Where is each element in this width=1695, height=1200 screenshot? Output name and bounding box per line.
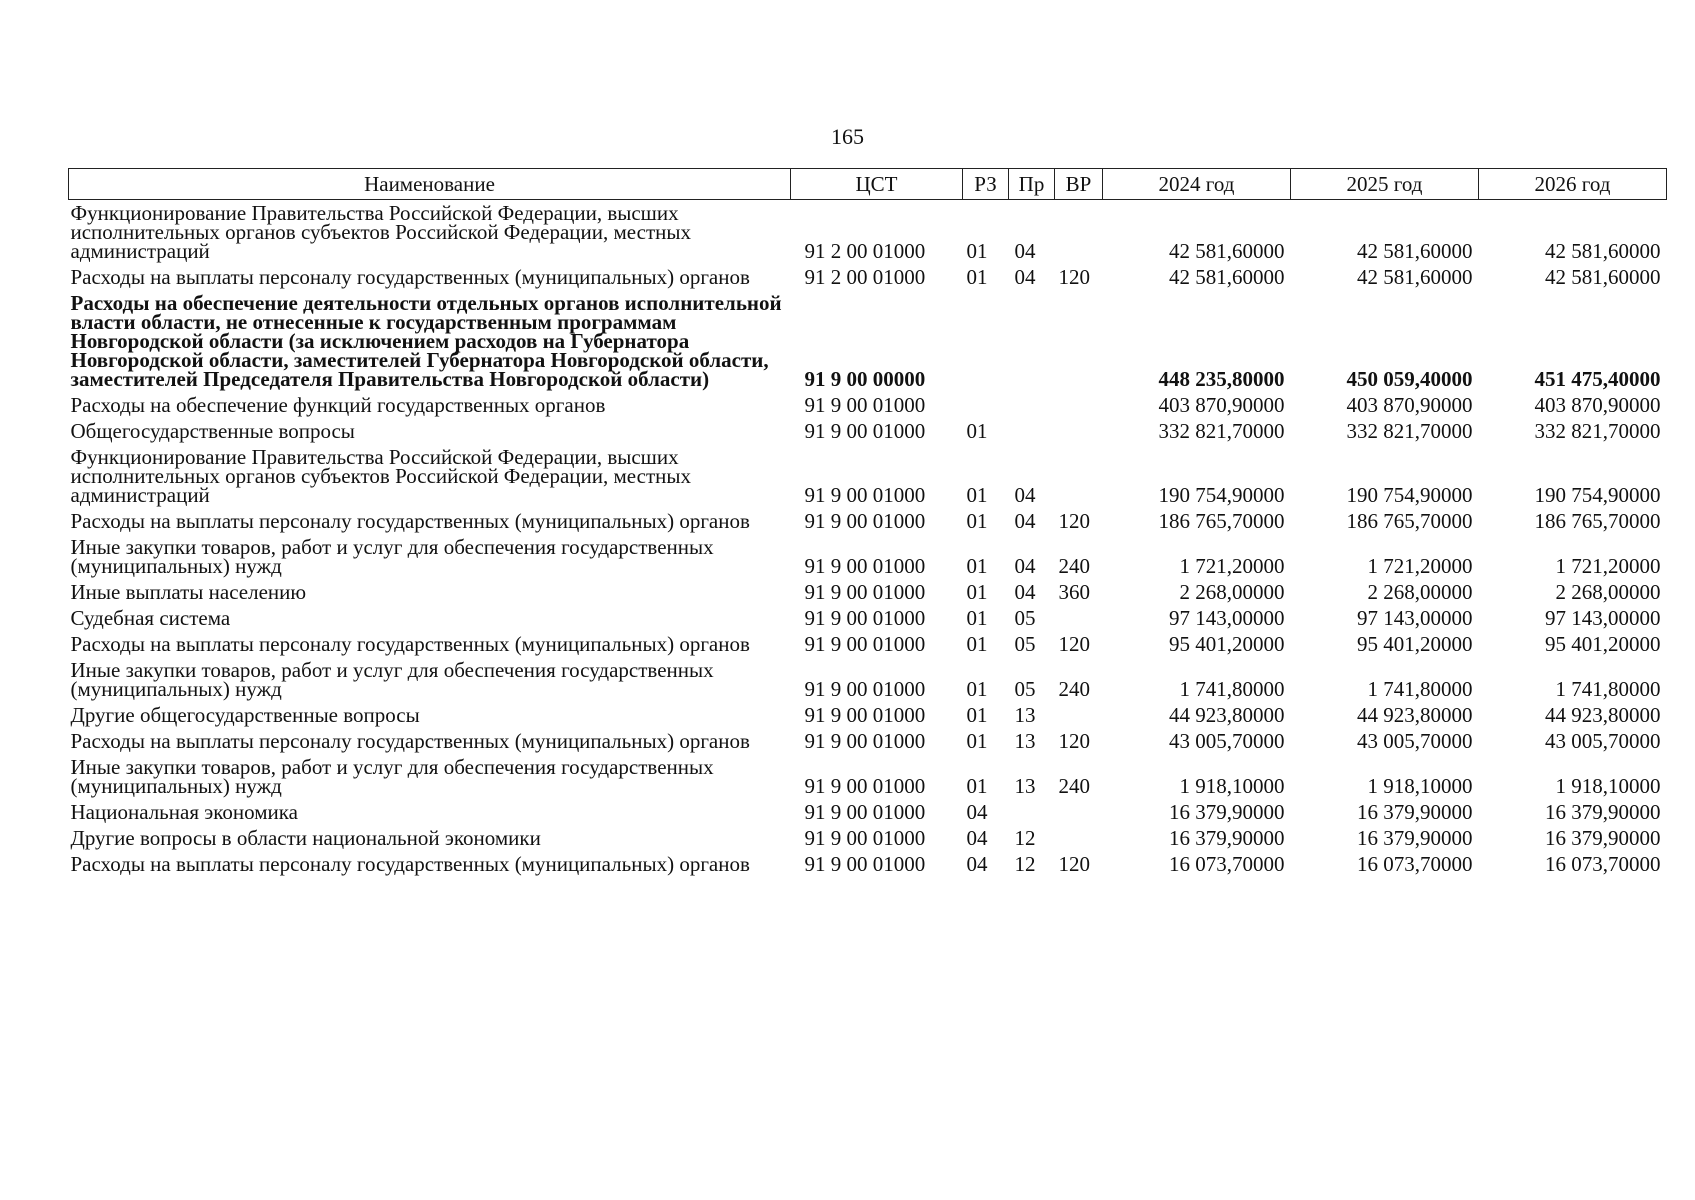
cell-2026: 95 401,20000 xyxy=(1545,632,1661,656)
cell-rz: 01 xyxy=(966,606,988,630)
header-rz: РЗ xyxy=(963,169,1009,200)
cell-2024: 16 379,90000 xyxy=(1169,826,1285,850)
cell-name: Иные закупки товаров, работ и услуг для обеспечения государственных (муниципальных) нужд xyxy=(70,755,714,798)
cell-name: Судебная система xyxy=(70,606,231,630)
cell-2025: 95 401,20000 xyxy=(1357,632,1473,656)
table-row xyxy=(69,728,1667,754)
cell-pr: 13 xyxy=(1014,703,1036,727)
cell-2025: 190 754,90000 xyxy=(1346,483,1473,507)
cell-2024: 2 268,00000 xyxy=(1179,580,1285,604)
cell-2026: 44 923,80000 xyxy=(1545,703,1661,727)
cell-rz: 01 xyxy=(966,239,988,263)
cell-vr: 120 xyxy=(1058,852,1090,876)
cell-pr: 04 xyxy=(1014,483,1036,507)
cell-pr xyxy=(1009,290,1055,392)
cell-cst: 91 2 00 01000 xyxy=(804,265,926,289)
cell-pr: 12 xyxy=(1014,852,1036,876)
cell-2024: 1 721,20000 xyxy=(1179,554,1285,578)
cell-rz: 01 xyxy=(966,703,988,727)
cell-name: Расходы на обеспечение деятельности отдельных органов исполнительной власти области, не отнесенные к государственным программам Новгородской области (за исключением расходов на Губернатора Новгородской области, заместителей Губернатора Новгородской области, заместителей Председателя Правительства Новгородской области) xyxy=(70,291,782,391)
cell-vr xyxy=(1055,200,1103,265)
cell-2025: 43 005,70000 xyxy=(1357,729,1473,753)
cell-name: Расходы на выплаты персоналу государственных (муниципальных) органов xyxy=(70,632,750,656)
cell-2026: 186 765,70000 xyxy=(1534,509,1661,533)
cell-2026: 332 821,70000 xyxy=(1534,419,1661,443)
cell-cst: 91 9 00 01000 xyxy=(804,483,926,507)
cell-2026: 16 379,90000 xyxy=(1545,826,1661,850)
cell-pr: 04 xyxy=(1014,239,1036,263)
cell-cst: 91 9 00 01000 xyxy=(804,729,926,753)
cell-rz: 01 xyxy=(966,580,988,604)
cell-2025: 42 581,60000 xyxy=(1357,265,1473,289)
cell-cst: 91 9 00 01000 xyxy=(804,580,926,604)
cell-rz: 01 xyxy=(966,774,988,798)
cell-rz: 01 xyxy=(966,265,988,289)
cell-rz: 01 xyxy=(966,729,988,753)
cell-pr xyxy=(1009,392,1055,418)
cell-2024: 186 765,70000 xyxy=(1158,509,1285,533)
cell-name: Общегосударственные вопросы xyxy=(70,419,355,443)
cell-2024: 448 235,80000 xyxy=(1158,367,1285,391)
cell-2025: 97 143,00000 xyxy=(1357,606,1473,630)
cell-2026: 16 379,90000 xyxy=(1545,800,1661,824)
cell-rz: 04 xyxy=(966,826,988,850)
cell-rz: 04 xyxy=(966,800,988,824)
cell-2024: 95 401,20000 xyxy=(1169,632,1285,656)
cell-vr: 120 xyxy=(1058,632,1090,656)
header-2025: 2025 год xyxy=(1291,169,1479,200)
cell-cst: 91 9 00 01000 xyxy=(804,703,926,727)
cell-vr xyxy=(1055,290,1103,392)
cell-name: Расходы на выплаты персоналу государственных (муниципальных) органов xyxy=(70,509,750,533)
table-row xyxy=(69,754,1667,799)
cell-name: Функционирование Правительства Российской Федерации, высших исполнительных органов субъектов Российской Федерации, местных администраций xyxy=(70,201,691,263)
table-row xyxy=(69,534,1667,579)
header-2024: 2024 год xyxy=(1103,169,1291,200)
cell-2024: 97 143,00000 xyxy=(1169,606,1285,630)
cell-rz xyxy=(963,392,1009,418)
cell-2025: 44 923,80000 xyxy=(1357,703,1473,727)
cell-vr xyxy=(1055,799,1103,825)
cell-2026: 1 721,20000 xyxy=(1555,554,1661,578)
cell-name: Иные закупки товаров, работ и услуг для обеспечения государственных (муниципальных) нужд xyxy=(70,658,714,701)
table-row xyxy=(69,290,1667,392)
cell-rz: 01 xyxy=(966,419,988,443)
cell-name: Национальная экономика xyxy=(70,800,298,824)
header-row xyxy=(69,169,1667,200)
cell-2026: 1 918,10000 xyxy=(1555,774,1661,798)
table-row xyxy=(69,200,1667,265)
cell-cst: 91 9 00 01000 xyxy=(804,509,926,533)
cell-2026: 97 143,00000 xyxy=(1545,606,1661,630)
cell-cst: 91 2 00 01000 xyxy=(804,239,926,263)
cell-2024: 42 581,60000 xyxy=(1169,265,1285,289)
cell-vr xyxy=(1055,418,1103,444)
table-row xyxy=(69,508,1667,534)
cell-vr: 240 xyxy=(1058,677,1090,701)
budget-table-container xyxy=(68,168,1666,877)
cell-pr: 13 xyxy=(1014,729,1036,753)
cell-pr: 05 xyxy=(1014,632,1036,656)
cell-2024: 1 918,10000 xyxy=(1179,774,1285,798)
cell-pr: 04 xyxy=(1014,509,1036,533)
cell-2025: 16 379,90000 xyxy=(1357,826,1473,850)
cell-vr: 240 xyxy=(1058,774,1090,798)
cell-rz xyxy=(963,290,1009,392)
cell-pr xyxy=(1009,799,1055,825)
cell-pr: 04 xyxy=(1014,554,1036,578)
cell-name: Расходы на выплаты персоналу государственных (муниципальных) органов xyxy=(70,265,750,289)
page-number: 165 xyxy=(831,124,864,149)
cell-vr: 120 xyxy=(1058,265,1090,289)
cell-pr xyxy=(1009,418,1055,444)
table-row xyxy=(69,579,1667,605)
cell-2026: 451 475,40000 xyxy=(1534,367,1661,391)
cell-rz: 01 xyxy=(966,554,988,578)
cell-2024: 332 821,70000 xyxy=(1158,419,1285,443)
cell-vr xyxy=(1055,444,1103,508)
cell-vr: 120 xyxy=(1058,729,1090,753)
cell-2024: 16 379,90000 xyxy=(1169,800,1285,824)
cell-pr: 04 xyxy=(1014,580,1036,604)
cell-cst: 91 9 00 01000 xyxy=(804,393,926,417)
cell-2026: 42 581,60000 xyxy=(1545,265,1661,289)
cell-2024: 16 073,70000 xyxy=(1169,852,1285,876)
table-row xyxy=(69,418,1667,444)
table-row xyxy=(69,657,1667,702)
cell-cst: 91 9 00 01000 xyxy=(804,554,926,578)
table-row xyxy=(69,631,1667,657)
header-cst: ЦСТ xyxy=(791,169,963,200)
table-row xyxy=(69,825,1667,851)
cell-2026: 42 581,60000 xyxy=(1545,239,1661,263)
cell-vr xyxy=(1055,825,1103,851)
cell-2026: 2 268,00000 xyxy=(1555,580,1661,604)
cell-name: Функционирование Правительства Российской Федерации, высших исполнительных органов субъектов Российской Федерации, местных администраций xyxy=(70,445,691,507)
cell-vr: 240 xyxy=(1058,554,1090,578)
header-pr: Пр xyxy=(1009,169,1055,200)
cell-cst: 91 9 00 01000 xyxy=(804,632,926,656)
cell-2026: 1 741,80000 xyxy=(1555,677,1661,701)
table-row xyxy=(69,799,1667,825)
cell-pr: 12 xyxy=(1014,826,1036,850)
cell-cst: 91 9 00 01000 xyxy=(804,419,926,443)
cell-name: Другие вопросы в области национальной экономики xyxy=(70,826,541,850)
cell-2024: 43 005,70000 xyxy=(1169,729,1285,753)
cell-name: Иные закупки товаров, работ и услуг для обеспечения государственных (муниципальных) нужд xyxy=(70,535,714,578)
cell-pr: 13 xyxy=(1014,774,1036,798)
cell-2026: 43 005,70000 xyxy=(1545,729,1661,753)
table-row xyxy=(69,444,1667,508)
cell-rz: 01 xyxy=(966,509,988,533)
cell-vr xyxy=(1055,605,1103,631)
cell-cst: 91 9 00 01000 xyxy=(804,774,926,798)
cell-name: Расходы на обеспечение функций государственных органов xyxy=(70,393,606,417)
header-name: Наименование xyxy=(69,169,791,200)
cell-vr: 120 xyxy=(1058,509,1090,533)
header-vr: ВР xyxy=(1055,169,1103,200)
cell-2024: 44 923,80000 xyxy=(1169,703,1285,727)
cell-2025: 450 059,40000 xyxy=(1346,367,1473,391)
cell-2025: 42 581,60000 xyxy=(1357,239,1473,263)
cell-name: Другие общегосударственные вопросы xyxy=(70,703,420,727)
cell-2026: 16 073,70000 xyxy=(1545,852,1661,876)
cell-pr: 05 xyxy=(1014,606,1036,630)
cell-cst: 91 9 00 00000 xyxy=(804,367,926,391)
cell-cst: 91 9 00 01000 xyxy=(804,606,926,630)
cell-cst: 91 9 00 01000 xyxy=(804,852,926,876)
cell-2025: 16 073,70000 xyxy=(1357,852,1473,876)
table-row xyxy=(69,264,1667,290)
cell-2025: 2 268,00000 xyxy=(1367,580,1473,604)
cell-name: Расходы на выплаты персоналу государственных (муниципальных) органов xyxy=(70,729,750,753)
table-header xyxy=(69,169,1667,200)
cell-2024: 42 581,60000 xyxy=(1169,239,1285,263)
cell-name: Иные выплаты населению xyxy=(70,580,307,604)
header-2026: 2026 год xyxy=(1479,169,1667,200)
table-row xyxy=(69,851,1667,877)
table-body xyxy=(69,200,1667,878)
table-row xyxy=(69,605,1667,631)
cell-2026: 190 754,90000 xyxy=(1534,483,1661,507)
cell-2024: 403 870,90000 xyxy=(1158,393,1285,417)
cell-pr: 04 xyxy=(1014,265,1036,289)
cell-2025: 332 821,70000 xyxy=(1346,419,1473,443)
table-row xyxy=(69,702,1667,728)
cell-cst: 91 9 00 01000 xyxy=(804,800,926,824)
cell-cst: 91 9 00 01000 xyxy=(804,826,926,850)
cell-rz: 01 xyxy=(966,677,988,701)
cell-vr xyxy=(1055,392,1103,418)
cell-2025: 16 379,90000 xyxy=(1357,800,1473,824)
cell-rz: 01 xyxy=(966,632,988,656)
cell-2025: 186 765,70000 xyxy=(1346,509,1473,533)
cell-vr: 360 xyxy=(1058,580,1090,604)
cell-2025: 1 741,80000 xyxy=(1367,677,1473,701)
cell-vr xyxy=(1055,702,1103,728)
cell-rz: 01 xyxy=(966,483,988,507)
cell-2025: 1 721,20000 xyxy=(1367,554,1473,578)
cell-pr: 05 xyxy=(1014,677,1036,701)
cell-rz: 04 xyxy=(966,852,988,876)
budget-table xyxy=(68,168,1667,877)
cell-2026: 403 870,90000 xyxy=(1534,393,1661,417)
cell-2024: 190 754,90000 xyxy=(1158,483,1285,507)
cell-name: Расходы на выплаты персоналу государственных (муниципальных) органов xyxy=(70,852,750,876)
cell-cst: 91 9 00 01000 xyxy=(804,677,926,701)
cell-2025: 403 870,90000 xyxy=(1346,393,1473,417)
cell-2025: 1 918,10000 xyxy=(1367,774,1473,798)
cell-2024: 1 741,80000 xyxy=(1179,677,1285,701)
table-row xyxy=(69,392,1667,418)
